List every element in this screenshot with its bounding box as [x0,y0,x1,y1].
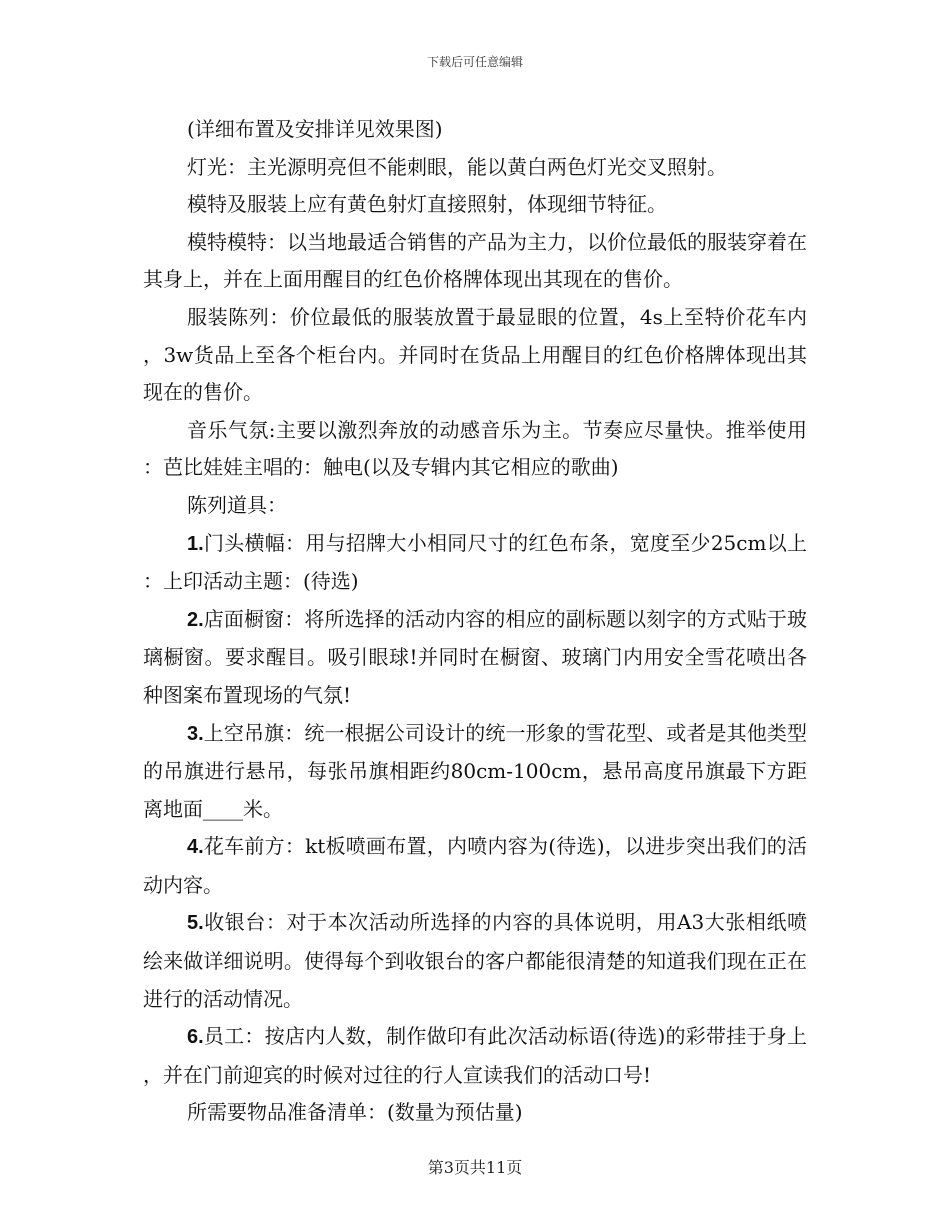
paragraph-text: 音乐气氛:主要以激烈奔放的动感音乐为主。节奏应尽量快。推举使用：芭比娃娃主唱的：触电(以及专辑内其它相应的歌曲) [143,417,807,480]
paragraph-text: (详细布置及安排详见效果图) [187,117,443,141]
paragraph-text: 所需要物品准备清单：(数量为预估量) [187,1100,523,1125]
list-item-text: 员工：按店内人数，制作做印有此次活动标语(待选)的彩带挂于身上，并在门前迎宾的时候对过往的行人宣读我们的活动口号! [143,1024,807,1087]
list-item-window [143,601,807,715]
paragraph-text: 灯光：主光源明亮但不能刺眼，能以黄白两色灯光交叉照射。 [187,154,727,179]
list-item-number: 5. [187,912,204,935]
list-item-flower-cart [143,828,807,904]
list-item-text: 收银台：对于本次活动所选择的内容的具体说明，用A3大张相纸喷绘来做详细说明。使得每个到收银台的客户都能很清楚的知道我们现在正在进行的活动情况。 [143,910,807,1011]
paragraph-note [143,111,807,149]
paragraph-props-heading [143,487,807,525]
paragraph-text: 模特模特：以当地最适合销售的产品为主力，以价位最低的服装穿着在其身上，并在上面用醒目的红色价格牌体现出其现在的售价。 [143,229,807,292]
paragraph-music [143,412,807,487]
list-item-number: 6. [187,1026,204,1049]
paragraph-clothing-display [143,299,807,412]
document-body [143,111,807,1132]
list-item-text: 门头横幅：用与招牌大小相同尺寸的红色布条，宽度至少25cm以上：上印活动主题：(待选) [143,530,807,594]
list-item-text: 花车前方：kt板喷画布置，内喷内容为(待选)，以进步突出我们的活动内容。 [143,834,807,897]
list-item-banner [143,525,807,601]
paragraph-text: 模特及服装上应有黄色射灯直接照射，体现细节特征。 [187,192,667,217]
list-item-number: 3. [187,722,204,745]
page-header: 下载后可任意编辑 [426,55,523,69]
list-item-hanging-flags [143,715,807,829]
list-item-text: 上空吊旗：统一根据公司设计的统一形象的雪花型、或者是其他类型的吊旗进行悬吊，每张吊旗相距约80cm-100cm，悬吊高度吊旗最下方距离地面____米。 [143,720,807,821]
paragraph-model-lighting [143,186,807,224]
page-number: 第3页共11页 [427,1158,523,1177]
list-item-number: 4. [187,836,204,859]
paragraph-text: 服装陈列：价位最低的服装放置于最显眼的位置，4s上至特价花车内，3w货品上至各个柜台内。并同时在货品上用醒目的红色价格牌体现出其现在的售价。 [143,304,807,405]
list-item-cashier [143,904,807,1018]
paragraph-text: 陈列道具： [187,492,287,517]
list-item-staff [143,1018,807,1094]
list-item-number: 1. [187,532,204,555]
paragraph-checklist-heading [143,1094,807,1132]
list-item-number: 2. [187,608,204,631]
paragraph-models [143,224,807,299]
list-item-text: 店面橱窗：将所选择的活动内容的相应的副标题以刻字的方式贴于玻璃橱窗。要求醒目。吸引眼球!并同时在橱窗、玻璃门内用安全雪花喷出各种图案布置现场的气氛! [143,606,807,707]
paragraph-lighting [143,149,807,187]
